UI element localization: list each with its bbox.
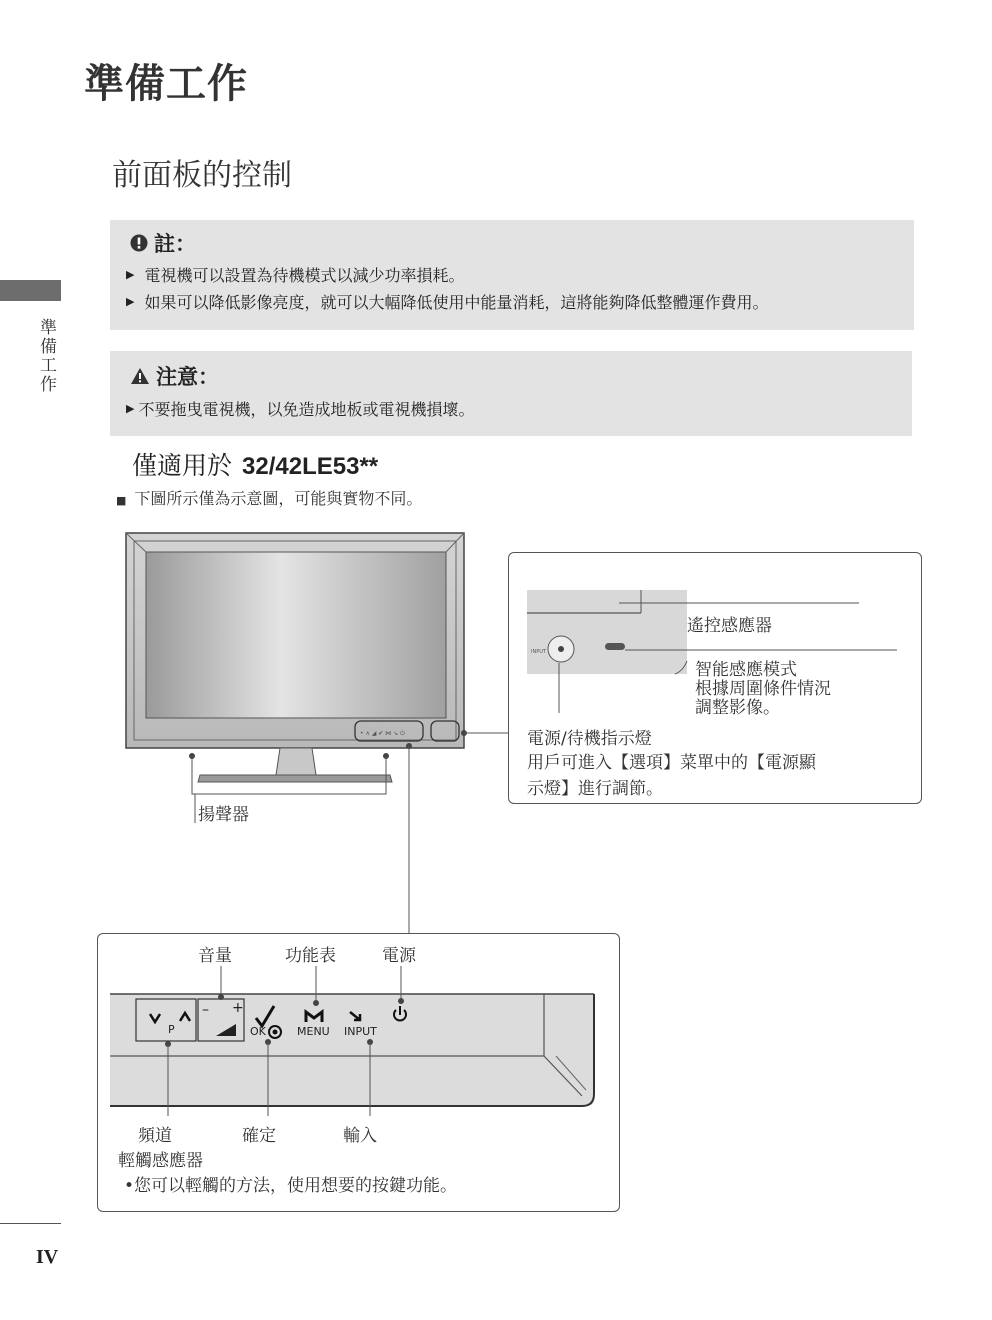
triangle-bullet-icon: ▶ <box>126 402 135 415</box>
speaker-label: 揚聲器 <box>198 805 249 825</box>
btn-ok-label: OK <box>250 1025 266 1038</box>
side-tab-label: 準備工作 <box>36 318 56 394</box>
power-indicator-desc-line: 用戶可進入【選項】菜單中的【電源顯 <box>527 753 816 773</box>
plus-sign: + <box>232 1000 244 1016</box>
page-number: IV <box>36 1246 59 1268</box>
power-indicator-desc <box>527 750 816 802</box>
btn-menu-label: MENU <box>297 1025 330 1038</box>
footer-rule <box>0 1223 61 1224</box>
indicator-detail-panel <box>508 552 922 804</box>
model-name: 32/42LE53** <box>242 453 379 480</box>
page-title: 準備工作 <box>84 61 248 107</box>
btn-input-label: INPUT <box>344 1025 377 1038</box>
caution-item-text: 不要拖曳電視機，以免造成地板或電視機損壞。 <box>138 400 475 419</box>
power-label: 電源 <box>382 946 416 966</box>
touch-sensor-desc <box>124 1171 457 1196</box>
input-small-label: INPUT <box>531 649 546 655</box>
power-indicator-desc-line: 示燈】進行調節。 <box>527 779 663 799</box>
smart-sensor-line: 根據周圍條件情況 <box>695 679 831 699</box>
triangle-bullet-icon: ▶ <box>126 268 135 281</box>
caution-heading-text: 注意： <box>156 365 219 389</box>
smart-sensor-label <box>695 661 831 718</box>
section-title: 前面板的控制 <box>112 158 292 193</box>
btn-p-label: P <box>168 1023 175 1036</box>
power-indicator-label: 電源/待機指示燈 <box>527 729 652 749</box>
tv-illustration <box>126 533 467 782</box>
menu-top-label: 功能表 <box>285 946 336 966</box>
triangle-bullet-icon: ▶ <box>126 295 135 308</box>
minus-sign: – <box>202 1002 209 1018</box>
input-label: 輸入 <box>343 1126 377 1146</box>
note-item-text: 如果可以降低影像亮度，就可以大幅降低使用中能量消耗，這將能夠降低整體運作費用。 <box>144 293 769 312</box>
touch-button-panel <box>97 933 620 1212</box>
note-item-text: 電視機可以設置為待機模式以減少功率損耗。 <box>144 266 465 285</box>
ok-confirm-label: 確定 <box>242 1126 276 1146</box>
touch-desc-text: 您可以輕觸的方法，使用想要的按鍵功能。 <box>134 1176 458 1196</box>
svg-text:• ∧ ◢ ✔ ⋈ ↘ ⏻: • ∧ ◢ ✔ ⋈ ↘ ⏻ <box>360 730 405 737</box>
remote-sensor-label: 遙控感應器 <box>687 616 772 636</box>
volume-label: 音量 <box>198 946 232 966</box>
model-prefix: 僅適用於 <box>132 451 233 480</box>
touch-sensor-label: 輕觸感應器 <box>118 1151 203 1171</box>
dot-bullet-icon: • <box>124 1176 135 1196</box>
channel-label: 頻道 <box>138 1126 172 1146</box>
smart-sensor-line: 調整影像。 <box>695 698 780 718</box>
description-text: 下圖所示僅為示意圖，可能與實物不同。 <box>134 489 423 508</box>
note-heading-text: 註： <box>154 232 196 256</box>
smart-sensor-line: 智能感應模式 <box>695 660 797 680</box>
square-bullet-icon: ■ <box>116 494 127 507</box>
